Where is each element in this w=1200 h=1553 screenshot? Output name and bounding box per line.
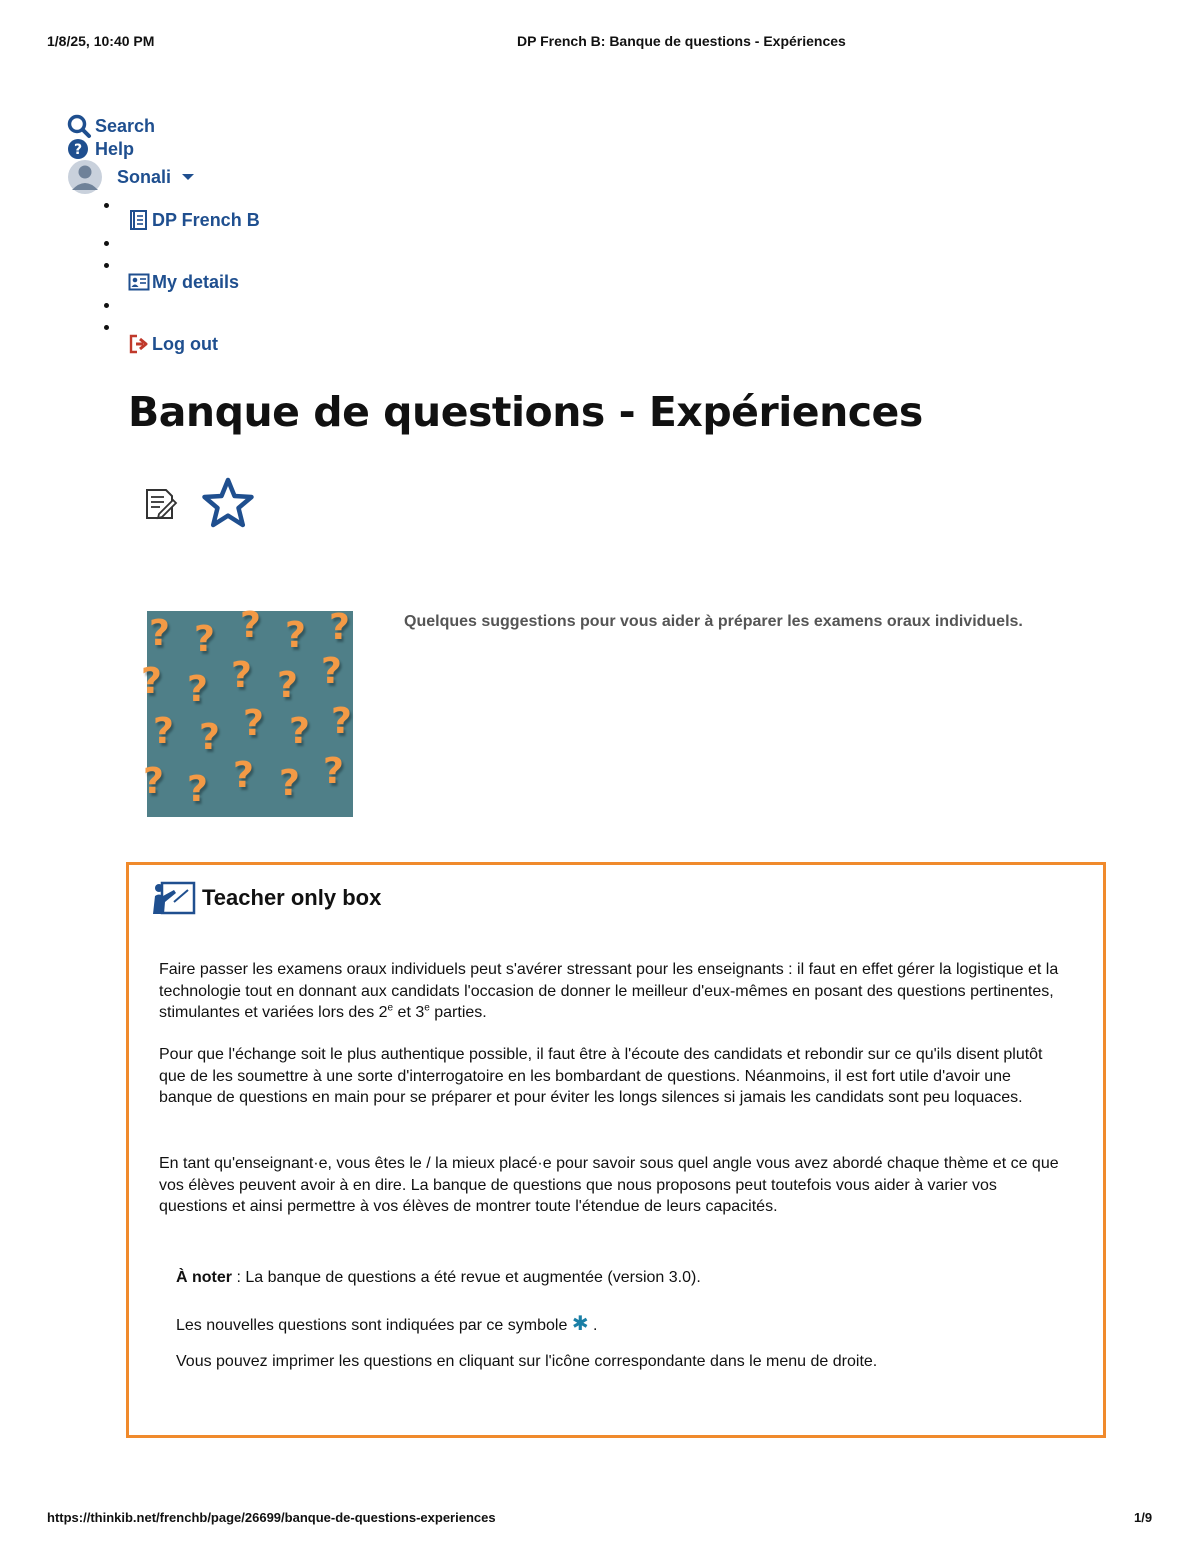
list-bullet [104,303,109,308]
teacher-paragraph-1: Faire passer les examens oraux individuels peut s'avérer stressant pour les enseignants : il faut en effet gérer la logistique et la technologie tout en donnant aux candidats l'occasion de donner le meilleur d'eux-mêmes en posant des questions pertinentes, stimulantes et variées lors des 2e et 3e parties. [159,961,1059,1021]
print-page-number: 1/9 [1134,1510,1153,1525]
teacher-box-header [150,880,381,916]
print-url: https://thinkib.net/frenchb/page/26699/banque-de-questions-experiences [47,1510,496,1525]
page-actions [144,477,256,529]
print-datetime: 1/8/25, 10:40 PM [47,33,155,49]
caret-down-icon [179,171,197,183]
teacher-box-title: Teacher only box [202,885,382,910]
new-question-asterisk-icon: ✱ [571,1313,589,1335]
teacher-board-icon [150,880,196,916]
book-icon [128,209,150,231]
search-icon [67,114,93,138]
teacher-paragraph-3: En tant qu'enseignant·e, vous êtes le / la mieux placé·e pour savoir sous quel angle vous avez abordé chaque thème et ce que vos élèves peuvent avoir à en dire. La banque de questions que nous proposons peut toutefois vous aider à varier vos questions et ainsi permettre à vos élèves de montrer toute l'étendue de leurs capacités. [159,1155,1059,1215]
menu-item-dp-french-b[interactable] [128,209,260,231]
search-label: Search [95,115,156,136]
print-instructions: Vous pouvez imprimer les questions en cliquant sur l'icône correspondante dans le menu de droite. [176,1353,878,1370]
search-link[interactable] [67,114,155,138]
favorite-star-icon[interactable] [200,477,256,529]
user-menu-toggle[interactable] [67,160,197,194]
note-label: À noter [176,1269,232,1286]
help-icon [67,137,93,161]
avatar [67,160,107,194]
edit-notes-icon[interactable] [144,484,178,522]
menu-item-log-out[interactable] [128,333,218,355]
version-note [176,1269,701,1287]
new-symbol-note: Les nouvelles questions sont indiquées par ce symbole ✱ . [176,1313,598,1335]
user-menu-list [100,195,500,375]
teacher-only-box [126,862,1106,1438]
list-bullet [104,241,109,246]
svg-text:?: ? [73,142,83,158]
user-name: Sonali [117,166,172,187]
menu-item-label: Log out [152,333,218,354]
page-intro: Quelques suggestions pour vous aider à préparer les examens oraux individuels. [404,613,1023,630]
teacher-paragraph-2: Pour que l'échange soit le plus authentique possible, il faut être à l'écoute des candidats et rebondir sur ce qu'ils disent plutôt que de les soumettre à une sorte d'interrogatoire en les bombardant de questions. Néanmoins, il est fort utile d'avoir une banque de questions en main pour se préparer et pour éviter les longs silences si jamais les candidats sont peu loquaces. [159,1046,1043,1106]
menu-item-label: My details [152,271,240,292]
question-marks-image: ? ? ? ? ? ? ? ? ? ? ? ? ? ? ? ? ? ? ? ? [147,611,353,817]
menu-item-my-details[interactable] [128,271,239,293]
help-label: Help [95,138,135,159]
menu-item-label: DP French B [152,209,260,230]
note-text: : La banque de questions a été revue et augmentée (version 3.0). [232,1269,701,1286]
list-bullet [104,203,109,208]
list-bullet [104,263,109,268]
list-bullet [104,325,109,330]
id-card-icon [128,271,150,293]
help-link[interactable] [67,137,134,161]
logout-icon [128,333,150,355]
page-title: Banque de questions - Expériences [128,388,923,436]
print-doc-title: DP French B: Banque de questions - Expériences [517,33,846,49]
